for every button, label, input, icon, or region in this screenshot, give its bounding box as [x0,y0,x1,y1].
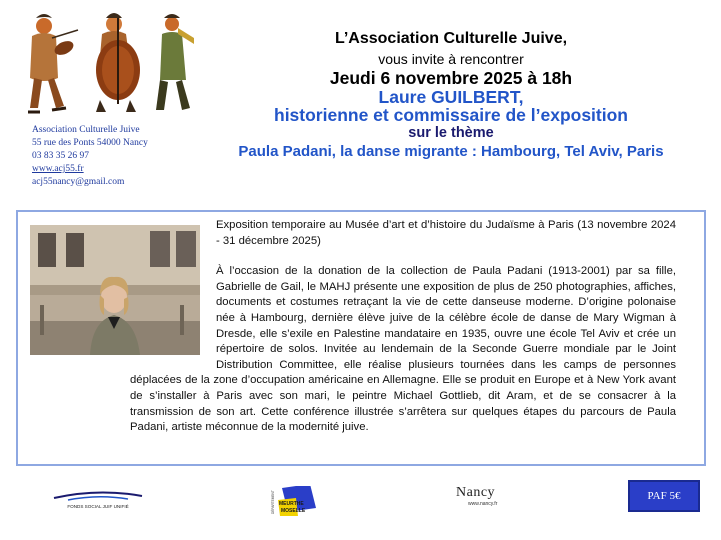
fiddler-figure [28,14,78,112]
theme-intro: sur le thème [408,125,494,141]
organization-title: L’Association Culturelle Juive, [334,30,568,47]
speaker-role: historienne et commissaire de l’exposition [274,105,628,125]
website-link[interactable]: www.acj55.fr [32,164,84,174]
talk-title: Paula Padani, la danse migrante : Hambourg, Tel Aviv, Paris [238,143,664,160]
description-text [130,218,676,436]
trumpeter-figure [156,14,194,110]
nancy-url: www.nancy.fr [468,501,498,507]
exhibition-intro: Exposition temporaire au Musée d’art et d’histoire du Judaïsme à Paris (13 novembre 2024 - 31 décembre 2025) [216,219,676,247]
svg-text:DÉPARTEMENT: DÉPARTEMENT [271,490,275,514]
svg-text:MOSELLE: MOSELLE [281,508,306,514]
fsju-logo [50,488,146,510]
email[interactable]: acj55nancy@gmail.com [32,177,125,187]
event-date: Jeudi 6 novembre 2025 à 18h [329,68,573,88]
nancy-wordmark: Nancy [456,485,496,500]
price-badge: PAF 5€ [628,480,700,512]
speaker-name: Laure GUILBERT, [378,87,524,107]
contact-block [32,124,148,189]
exhibition-description: À l’occasion de la donation de la collection de Paula Padani (1913-2001) par sa fille, Gabrielle de Gail, le MAHJ présente une exposition de plus de 250 photographies, affiches, documents et costumes retraçant la vie de cette danseuse moderne. D’origine polonaise née à Hambourg, dernière élève juive de la célèbre école de danse de Mary Wigman à Dresde, elle s’exile en Palestine mandataire en 1935, ouvre une école Tel Aviv et crée un répertoire de solos. Invitée au lendemain de la Seconde Guerre mondiale par le Joint Distribution Committee, elle réalise plusieurs tournées dans les camps de personnes déplacées de la zone d’occupation américaine en Allemagne. Elle se produit en Europe et à New York avant de s’installer à Paris avec son mari, le peintre Michael Gottlieb, dit Aram, et de se consacrer à la transmission de son art. Cette conférence illustrée s’arrêtera sur quelques étapes du parcours de Paula Padani, artiste méconnue de la modernité juive. [130,265,676,434]
bassist-figure [96,13,140,112]
meurthe-moselle-logo [270,486,320,516]
nancy-logo [456,485,526,509]
association-name: Association Culturelle Juive [32,125,140,135]
svg-text:MEURTHE: MEURTHE [279,501,304,507]
address: 55 rue des Ponts 54000 Nancy [32,138,148,148]
musicians-illustration [22,8,194,120]
phone: 03 83 35 26 97 [32,151,89,161]
invite-line: vous invite à rencontrer [378,51,524,67]
fsju-label: FONDS SOCIAL JUIF UNIFIÉ [67,504,129,509]
invitation-header [196,28,706,162]
